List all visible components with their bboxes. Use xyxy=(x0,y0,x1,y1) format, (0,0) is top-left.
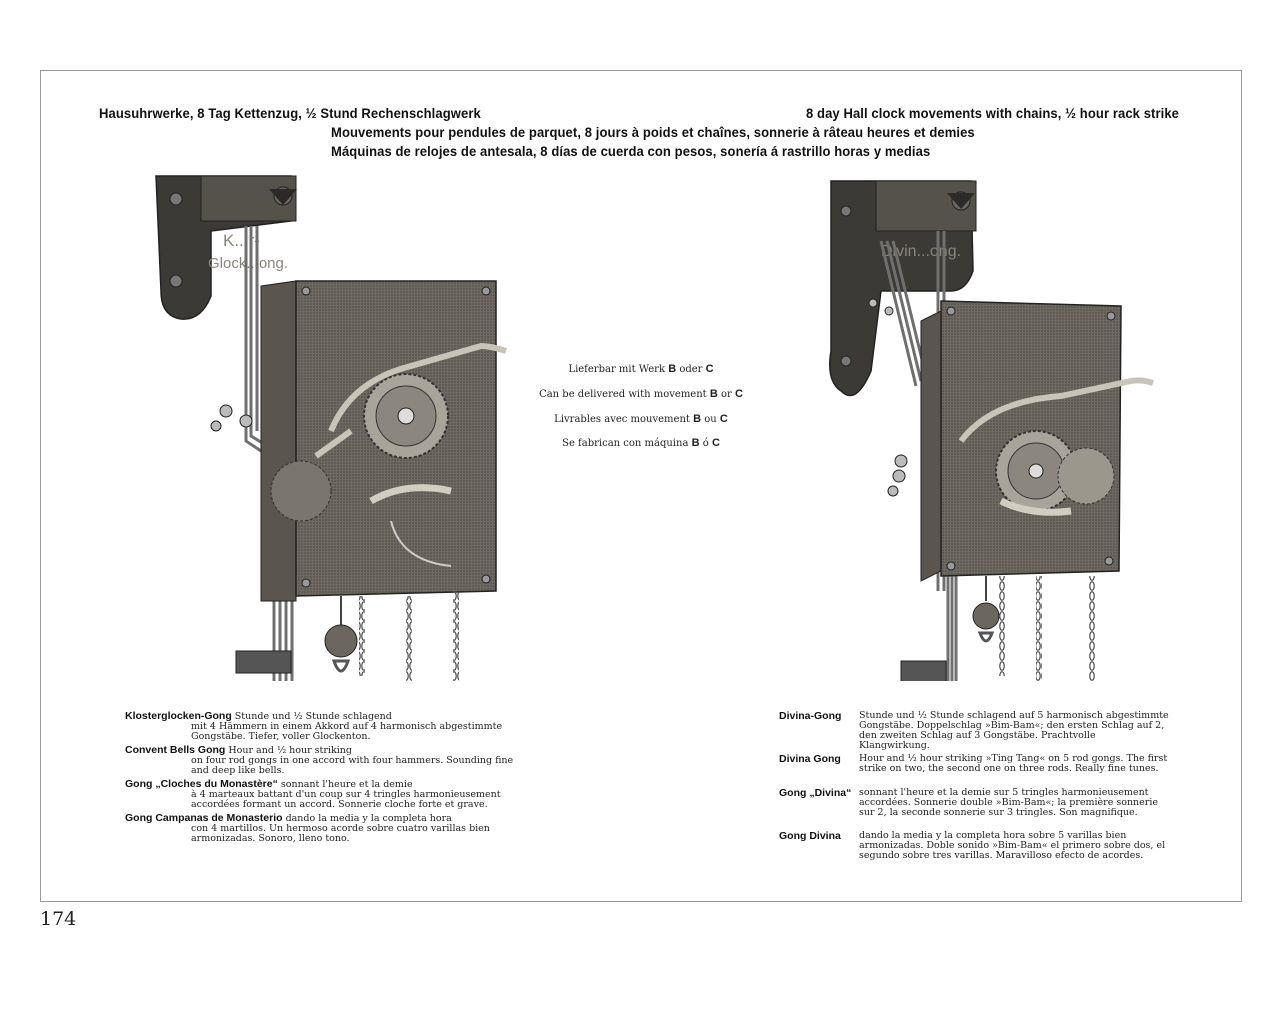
description-body: mit 4 Hämmern in einem Akkord auf 4 harmonisch abgestimmte Gongstäbe. Tiefer, voller Glockenton. xyxy=(191,721,503,742)
left-description-spanish xyxy=(125,813,525,844)
header-german: Hausuhrwerke, 8 Tag Kettenzug, ½ Stund Rechenschlagwerk xyxy=(99,105,481,121)
availability-german: Lieferbar mit Werk B oder C xyxy=(568,363,714,375)
description-lead: Hour and ½ hour striking xyxy=(228,745,352,756)
left-gong-plate-text-2: Glock...ong. xyxy=(208,255,289,272)
right-gong-plate-text: Divin...ong. xyxy=(881,243,962,260)
header-spanish: Máquinas de relojes de antesala, 8 días de cuerda con pesos, sonería á rastrillo horas y medias xyxy=(331,143,931,159)
divina-movement-illustration xyxy=(801,171,1161,681)
catalog-page xyxy=(40,70,1242,902)
availability-spanish: Se fabrican con máquina B ó C xyxy=(562,437,720,449)
description-body: Stunde und ½ Stunde schlagend auf 5 harmonisch abgestimmte Gongstäbe. Doppelschlag »Bim-Bam«; den ersten Schlag auf 2, den zweiten Schlag auf 3 Gongstäbe. Prachtvolle Klangwirkung. xyxy=(859,710,1169,751)
description-title: Gong Divina xyxy=(779,830,841,842)
right-description-french xyxy=(779,788,1169,818)
description-title: Divina-Gong xyxy=(779,710,842,722)
left-gong-plate-text-1: K...r- xyxy=(223,231,260,250)
description-title: Convent Bells Gong xyxy=(125,744,226,756)
page-number: 174 xyxy=(40,908,77,930)
description-title: Klosterglocken-Gong xyxy=(125,710,232,722)
left-description-french xyxy=(125,779,525,810)
header-english: 8 day Hall clock movements with chains, ½ hour rack strike xyxy=(806,105,1180,121)
description-body: on four rod gongs in one accord with four hammers. Sounding fine and deep like bells. xyxy=(191,755,514,776)
description-lead: Stunde und ½ Stunde schlagend xyxy=(234,711,392,722)
description-title: Gong „Divina“ xyxy=(779,787,852,799)
description-body: dando la media y la completa hora sobre 5 varillas bien armonizadas. Doble sonido »Bim-Bam« el primero sobre dos, el segundo sobre tres varillas. Maravilloso efecto de acordes. xyxy=(859,830,1166,861)
description-body: sonnant l'heure et la demie sur 5 tringles harmonieusement accordées. Sonnerie double »Bim-Bam«; la première sonnerie sur 2, la seconde sonnerie sur 3 tringles. Son magnifique. xyxy=(859,787,1159,818)
left-description-german xyxy=(125,711,525,742)
availability-french: Livrables avec mouvement B ou C xyxy=(554,413,728,425)
left-description-english xyxy=(125,745,525,776)
right-description-spanish xyxy=(779,831,1169,861)
description-lead: sonnant l'heure et la demie xyxy=(280,779,413,790)
availability-english: Can be delivered with movement B or C xyxy=(539,388,743,400)
klosterglocken-movement-illustration xyxy=(151,171,511,681)
description-body: à 4 marteaux battant d'un coup sur 4 tringles harmonieusement accordées formant un accord. Sonnerie cloche forte et grave. xyxy=(191,789,501,810)
right-description-german xyxy=(779,711,1169,751)
description-title: Divina Gong xyxy=(779,753,841,765)
description-title: Gong „Cloches du Monastère“ xyxy=(125,778,278,790)
description-title: Gong Campanas de Monasterio xyxy=(125,812,283,824)
header-french: Mouvements pour pendules de parquet, 8 jours à poids et chaînes, sonnerie à râteau heures et demies xyxy=(331,124,975,140)
description-lead: dando la media y la completa hora xyxy=(285,813,452,824)
right-description-english xyxy=(779,754,1169,774)
description-body: Hour and ½ hour striking »Ting Tang« on 5 rod gongs. The first strike on two, the second one on three rods. Really fine tunes. xyxy=(859,753,1168,774)
description-body: con 4 martillos. Un hermoso acorde sobre cuatro varillas bien armonizadas. Sonoro, lleno tono. xyxy=(191,823,490,844)
